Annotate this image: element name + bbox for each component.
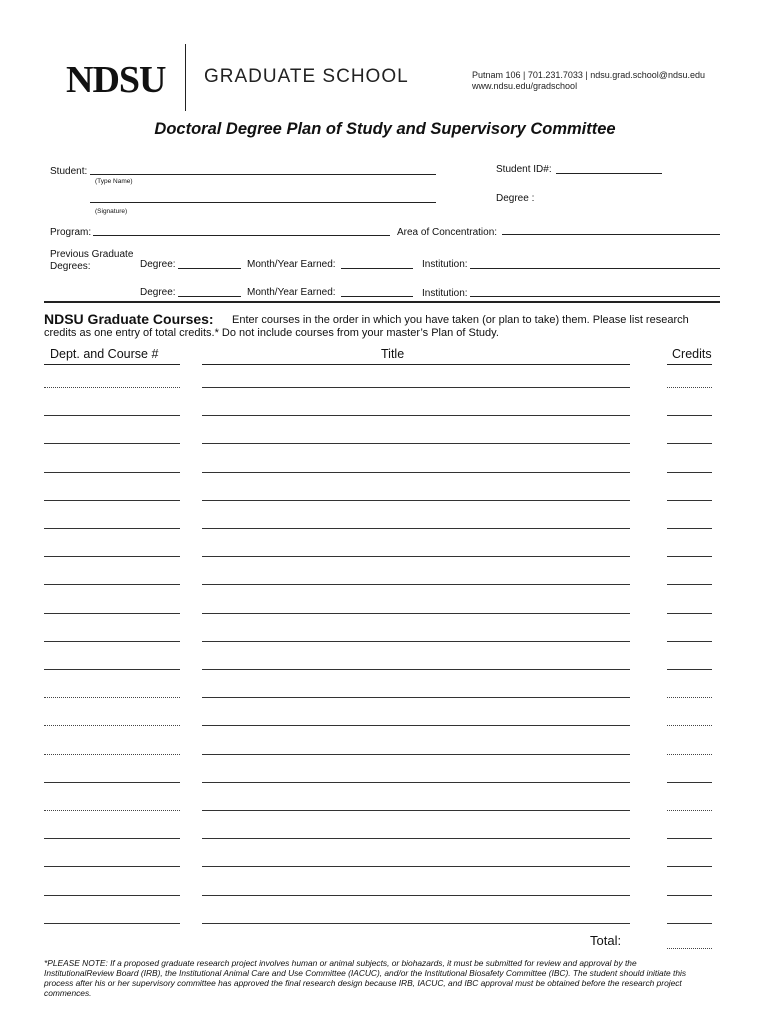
degree-label: Degree :: [496, 193, 535, 204]
course-title-field[interactable]: [202, 725, 630, 726]
course-title-field[interactable]: [202, 443, 630, 444]
course-credits-field[interactable]: [667, 725, 712, 726]
course-title-field[interactable]: [202, 923, 630, 924]
footnote-line1: *PLEASE NOTE: If a proposed graduate research project involves human or animal subjects, or biohazards, it must be submitted for review and approval by the: [44, 958, 637, 968]
course-credits-field[interactable]: [667, 697, 712, 698]
column-header-credits-underline: [667, 364, 712, 365]
student-id-label: Student ID#:: [496, 164, 552, 175]
section-divider: [44, 301, 720, 303]
column-header-credits: Credits: [672, 347, 712, 361]
footnote: [44, 958, 714, 998]
course-number-field[interactable]: [44, 556, 180, 557]
previous-degrees-label-line1: Previous Graduate: [50, 249, 134, 260]
course-credits-field[interactable]: [667, 810, 712, 811]
student-id-field[interactable]: [556, 173, 662, 174]
course-title-field[interactable]: [202, 782, 630, 783]
course-credits-field[interactable]: [667, 556, 712, 557]
course-title-field[interactable]: [202, 838, 630, 839]
total-credits-field[interactable]: [667, 948, 712, 949]
course-credits-field[interactable]: [667, 669, 712, 670]
column-header-title: Title: [381, 347, 405, 361]
courses-heading: NDSU Graduate Courses:: [44, 311, 214, 327]
course-number-field[interactable]: [44, 641, 180, 642]
course-number-field[interactable]: [44, 923, 180, 924]
course-credits-field[interactable]: [667, 866, 712, 867]
course-number-field[interactable]: [44, 584, 180, 585]
course-number-field[interactable]: [44, 725, 180, 726]
course-number-field[interactable]: [44, 443, 180, 444]
course-title-field[interactable]: [202, 810, 630, 811]
prev-degree-2-institution-label: Institution:: [422, 288, 468, 299]
course-title-field[interactable]: [202, 895, 630, 896]
course-credits-field[interactable]: [667, 415, 712, 416]
total-label: Total:: [590, 933, 622, 948]
area-of-concentration-field[interactable]: [502, 234, 720, 235]
course-number-field[interactable]: [44, 613, 180, 614]
form-title: Doctoral Degree Plan of Study and Supervisory Committee: [154, 120, 616, 138]
course-number-field[interactable]: [44, 754, 180, 755]
prev-degree-2-label: Degree:: [140, 287, 176, 298]
course-credits-field[interactable]: [667, 472, 712, 473]
course-credits-field[interactable]: [667, 443, 712, 444]
course-number-field[interactable]: [44, 387, 180, 388]
course-credits-field[interactable]: [667, 500, 712, 501]
prev-degree-1-institution-field[interactable]: [470, 268, 720, 269]
contact-info: Putnam 106 | 701.231.7033 | ndsu.grad.school@ndsu.edu: [472, 70, 705, 80]
signature-hint: (Signature): [95, 208, 128, 215]
student-label: Student:: [50, 166, 88, 177]
course-number-field[interactable]: [44, 782, 180, 783]
previous-degrees-label-line2: Degrees:: [50, 261, 91, 272]
course-number-field[interactable]: [44, 866, 180, 867]
footnote-line2: InstitutionalReview Board (IRB), the Institutional Animal Care and Use Committee (IACUC), and/or the Institutional Biosafety Committee (IBC). The student should initiate this: [44, 968, 687, 978]
course-credits-field[interactable]: [667, 641, 712, 642]
prev-degree-2-field[interactable]: [178, 296, 241, 297]
course-number-field[interactable]: [44, 838, 180, 839]
course-number-field[interactable]: [44, 500, 180, 501]
course-title-field[interactable]: [202, 613, 630, 614]
course-title-field[interactable]: [202, 387, 630, 388]
course-credits-field[interactable]: [667, 528, 712, 529]
footnote-line3: process after his or her supervisory committee has approved the final research design because IRB, IACUC, and IBC approval must be obtained before the research project: [44, 978, 682, 988]
course-title-field[interactable]: [202, 641, 630, 642]
course-credits-field[interactable]: [667, 584, 712, 585]
prev-degree-1-institution-label: Institution:: [422, 259, 468, 270]
course-number-field[interactable]: [44, 810, 180, 811]
course-credits-field[interactable]: [667, 613, 712, 614]
prev-degree-1-month-field[interactable]: [341, 268, 413, 269]
course-credits-field[interactable]: [667, 387, 712, 388]
program-label: Program:: [50, 227, 92, 238]
course-credits-field[interactable]: [667, 923, 712, 924]
signature-field[interactable]: [90, 202, 436, 203]
course-title-field[interactable]: [202, 556, 630, 557]
course-number-field[interactable]: [44, 697, 180, 698]
prev-degree-1-month-label: Month/Year Earned:: [247, 259, 336, 270]
course-title-field[interactable]: [202, 697, 630, 698]
course-title-field[interactable]: [202, 866, 630, 867]
course-title-field[interactable]: [202, 669, 630, 670]
program-field[interactable]: [93, 235, 390, 236]
course-number-field[interactable]: [44, 415, 180, 416]
student-name-field[interactable]: [90, 174, 436, 175]
column-header-title-underline: [202, 364, 630, 365]
course-number-field[interactable]: [44, 528, 180, 529]
course-title-field[interactable]: [202, 500, 630, 501]
column-header-dept-course: Dept. and Course #: [50, 347, 159, 361]
contact-website[interactable]: www.ndsu.edu/gradschool: [472, 81, 578, 91]
course-title-field[interactable]: [202, 528, 630, 529]
graduate-school-name: GRADUATE SCHOOL: [204, 66, 409, 87]
course-credits-field[interactable]: [667, 754, 712, 755]
course-number-field[interactable]: [44, 472, 180, 473]
prev-degree-2-month-label: Month/Year Earned:: [247, 287, 336, 298]
ndsu-logo: NDSU: [66, 59, 166, 101]
course-credits-field[interactable]: [667, 782, 712, 783]
courses-instructions-line1: Enter courses in the order in which you have taken (or plan to take) them. Please list research: [232, 314, 689, 326]
column-header-dept-underline: [44, 364, 180, 365]
prev-degree-1-label: Degree:: [140, 259, 176, 270]
logo-divider: [185, 44, 186, 111]
footnote-line4: commences.: [44, 988, 92, 998]
prev-degree-2-institution-field[interactable]: [470, 296, 720, 297]
course-number-field[interactable]: [44, 895, 180, 896]
prev-degree-1-field[interactable]: [178, 268, 241, 269]
course-title-field[interactable]: [202, 415, 630, 416]
courses-instructions-line2: credits as one entry of total credits.* Do not include courses from your master’s Plan of Study.: [44, 327, 499, 339]
course-credits-field[interactable]: [667, 838, 712, 839]
prev-degree-2-month-field[interactable]: [341, 296, 413, 297]
course-title-field[interactable]: [202, 754, 630, 755]
course-number-field[interactable]: [44, 669, 180, 670]
course-title-field[interactable]: [202, 584, 630, 585]
area-of-concentration-label: Area of Concentration:: [397, 227, 498, 238]
course-title-field[interactable]: [202, 472, 630, 473]
type-name-hint: (Type Name): [95, 178, 133, 185]
course-credits-field[interactable]: [667, 895, 712, 896]
